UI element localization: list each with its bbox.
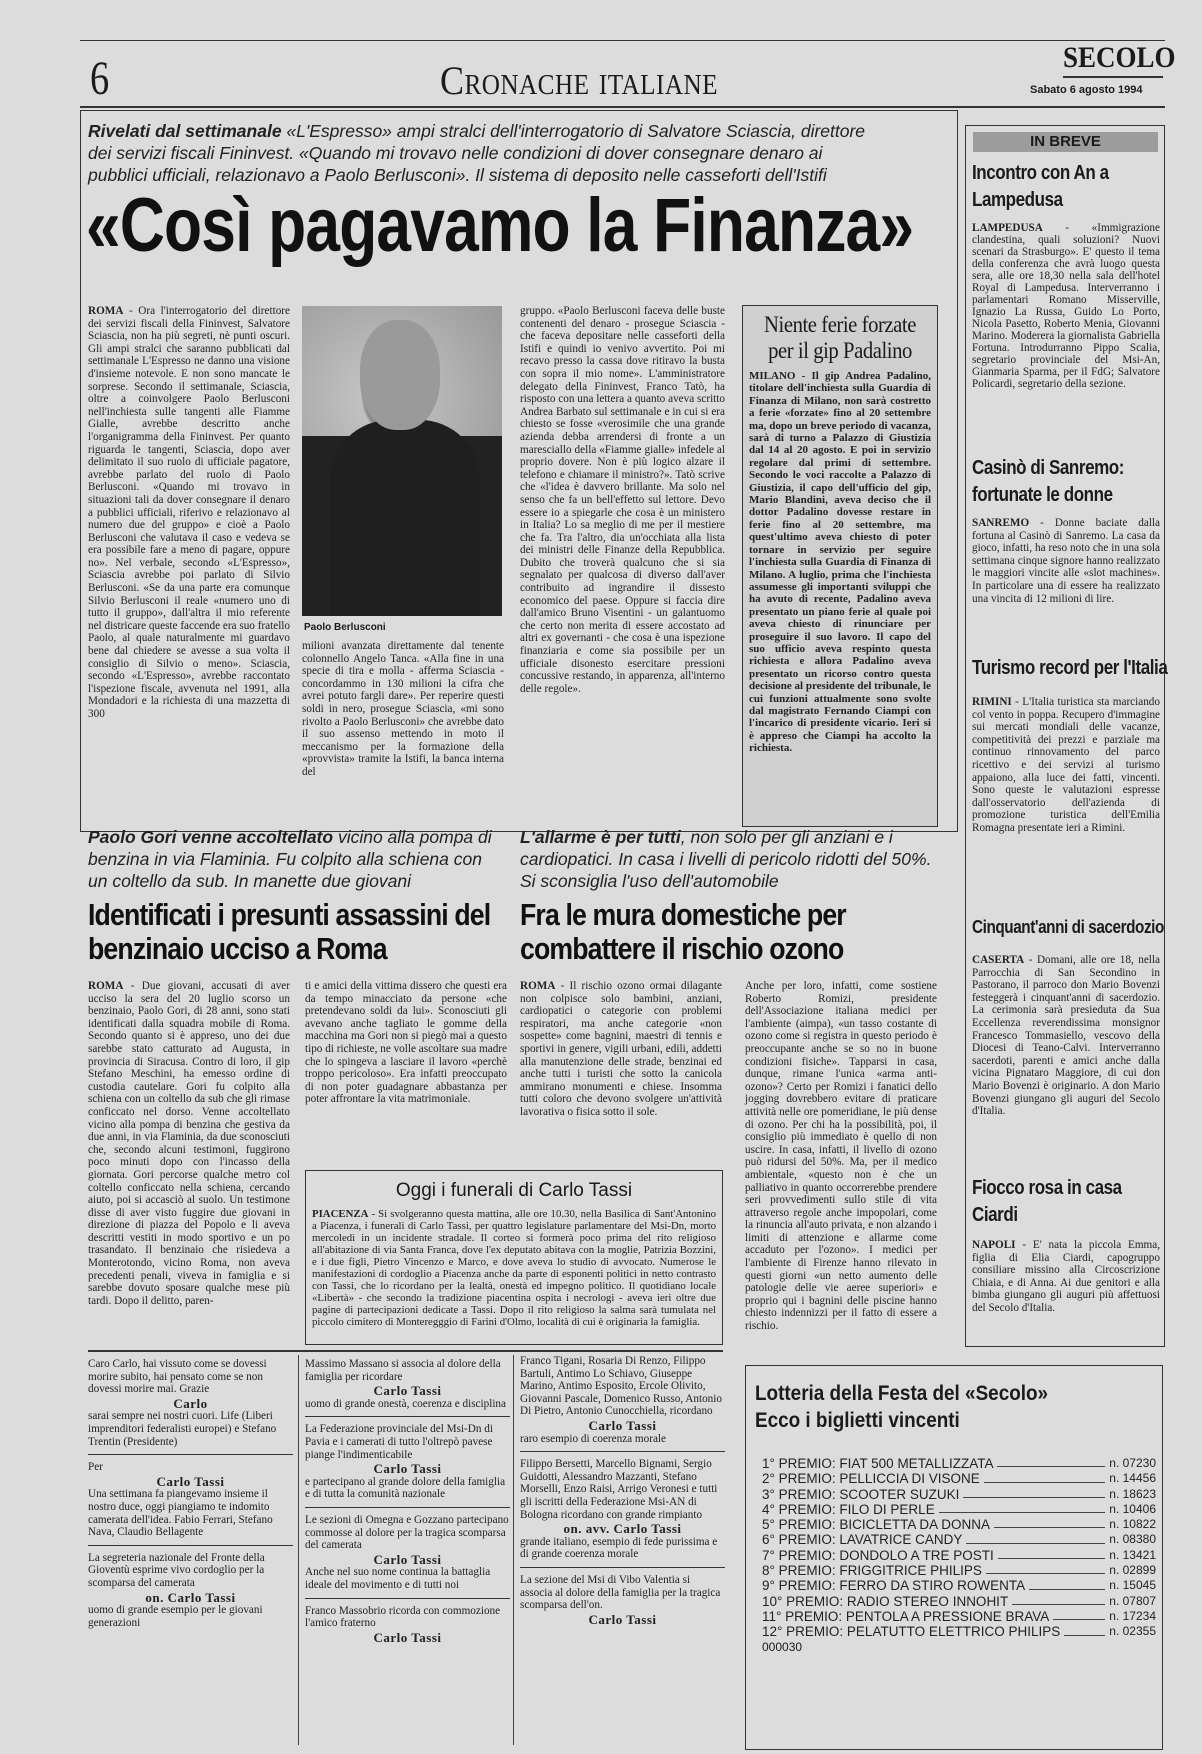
prize-row: [762, 1594, 1156, 1609]
lead-kicker: [88, 120, 878, 186]
obituary-name: Carlo Tassi: [373, 1383, 442, 1399]
padalino-headline: Niente ferie forzate per il gip Padalino: [764, 312, 916, 363]
padalino-body: - Il gip Andrea Padalino, titolare dell'inchiesta sulla Guardia di Finanza di Milano, non sarà costretto a ferie «forzate» fino al 20 settembre ma, dopo un breve periodo di vacanza, sarà di turno a Palazzo di Giustizia dal 14 al 20 agosto. E poi in servizio regolare dal primi di settembre. Secondo le voci raccolte a Palazzo di Giustizia, il capo dell'ufficio del gip, Mario Blandini, aveva deciso che il dottor Padalino dovesse restare in ferie fino al 20 settembre, ma quest'ultimo aveva chiesto di poter tornare in servizio per seguire l'inchiesta sulla Guardia di Finanza di Milano. A luglio, prima che l'inchiesta assumesse gli importanti sviluppi che ha avuto di recente, Padalino aveva presentato un piano ferie al quale poi aveva chiesto di rinunciare per proseguire il suo lavoro. Il capo del suo ufficio aveva respinto questa richiesta e allora Padalino aveva presentato un ricorso contro questa decisione al presidente del tribunale, le cui funzioni attualmente sono svolte dal magistrato Fernando Ciampi con l'incarico di presidente vicario. Ieri si è appreso che Ciampi ha accolto la richiesta.: [749, 370, 931, 755]
lottery-footer: 000030: [762, 1639, 803, 1654]
prize-label: 10° PREMIO: RADIO STEREO INNOHIT: [762, 1593, 1009, 1609]
sidebar-item-lampedusa: [972, 160, 1160, 390]
item-body: - Donne baciate dalla fortuna al Casinò di Sanremo. La casa da gioco, infatti, ha reso noto che in una sola settimana cinque signore hanno realizzato le maggiori vincite alle «slot machines». In particolare una di essere ha realizzato una vincita di 12 milioni di lire.: [972, 517, 1160, 605]
sidebar-item-caserta: [972, 915, 1164, 1118]
sidebar-item-sanremo: [972, 455, 1160, 605]
lottery-headline: Lotteria della Festa del «Secolo» Ecco i biglietti vincenti: [755, 1382, 1049, 1432]
obituary-name: Carlo Tassi: [373, 1629, 442, 1645]
ozono-kicker: [520, 826, 940, 892]
kicker-bold: L'allarme è per tutti: [520, 827, 681, 847]
sidebar-item-rimini: [972, 655, 1168, 835]
padalino-box: [742, 305, 938, 827]
ticket-number: n. 02899: [1109, 1563, 1156, 1578]
leader-line: [963, 1487, 1105, 1498]
obituary-notice: [88, 1358, 293, 1448]
prize-label: 6° PREMIO: LAVATRICE CANDY: [762, 1532, 963, 1548]
column-text: - Il rischio ozono ormai dilagante non colpisce solo bambini, anziani, cardiopatici o categorie con problemi respiratori, ma anche categorie «non sospette» come bagnini, maestri di tennis e sportivi in genere, vigili urbani, edili, addetti alla manutenzione delle strade, benzinai ed anche tutti i turisti che sotto la canicola ammirano monumenti e chiese. Insomma tutti coloro che devono svolgere un'attività lavorativa o fisica sotto il sole.: [520, 980, 722, 1118]
prize-row: [762, 1548, 1156, 1563]
leader-line: [1053, 1609, 1105, 1620]
dateline: ROMA: [520, 980, 556, 992]
prize-row: [762, 1624, 1156, 1639]
ozono-column-1: [520, 980, 722, 1119]
dateline: ROMA: [88, 305, 124, 317]
prize-label: 5° PREMIO: BICICLETTA DA DONNA: [762, 1517, 990, 1533]
obituary-text: Franco Tigani, Rosaria Di Renzo, Filippo Bartuli, Antimo Lo Schiavo, Giuseppe Marino, Antimo Esposito, Ercole Olivito, Giovanni Pascale, Domenico Russo, Antonio Di Pietro, Antonio Cunocchiella, ricordano: [520, 1355, 722, 1418]
column-text: - Ora l'interrogatorio del direttore dei servizi fiscali della Fininvest, Salvatore Sciascia, non ha più segreti, nè punti oscuri. Gli ampi stralci che saranno pubblicati dal settimanale L'Espresso ne danno una visione d'insieme notevole. E non sono mancate le sorprese. Secondo il settimanale, Sciascia, oltre a coinvolgere Paolo Berlusconi nell'inchiesta sulle tangenti alle Fiamme Gialle, avrebbe descritto anche l'organigramma della Fininvest. Per quanto riguarda le tangenti, Sciascia, dopo aver delimitato il suo ruolo di ufficiale pagatore, avrebbe parlato del ruolo di Paolo Berlusconi. «Quando mi trovavo in situazioni tali da dover consegnare il denaro a pubblici ufficiali, riferivo e relazionavo al numero due del gruppo» e cioè a Paolo Berlusconi che valutava il caso e vedeva se era possibile fare a meno di pagare, oppure no». Nel verbale, secondo «L'Espresso», Sciascia avrebbe poi parlato di Silvio Berlusconi. «Se da una parte era comunque Silvio Berlusconi il reale «numero uno di tutto il gruppo», dall'altra il mio referente nel districare queste faccende era suo fratello Paolo, al quale naturalmente mi guardavo bene dal chiedere se avesse a sua volta il consiglio di Silvio o meno». Sciascia, secondo «L'Espresso», avrebbe raccontato l'ispezione fiscale, avvenuta nel 1991, alla Mondadori e la richiesta di una mazzetta di 300: [88, 305, 290, 720]
prize-label: 3° PREMIO: SCOOTER SUZUKI: [762, 1486, 960, 1502]
prize-list: [746, 1434, 1162, 1640]
leader-line: [984, 1471, 1106, 1482]
divider: [520, 1567, 725, 1568]
prize-row: [762, 1471, 1156, 1486]
prize-label: 12° PREMIO: PELATUTTO ELETTRICO PHILIPS: [762, 1624, 1061, 1640]
obituaries-column-3: [520, 1355, 725, 1626]
item-headline: Casinò di Sanremo: fortunate le donne: [972, 457, 1124, 506]
prize-row: [762, 1502, 1156, 1517]
obituary-text: La segreteria nazionale del Fronte della Gioventù esprime vivo cordoglio per la scomparsa del camerata: [88, 1551, 265, 1589]
divider: [305, 1416, 510, 1417]
lead-column-1: [88, 305, 290, 833]
dateline: PIACENZA: [312, 1208, 369, 1220]
leader-line: [998, 1548, 1106, 1559]
divider: [88, 1454, 293, 1455]
dateline: MILANO: [749, 370, 796, 382]
ticket-number: n. 14456: [1109, 1471, 1156, 1486]
leader-line: [939, 1502, 1106, 1513]
ticket-number: n. 07807: [1109, 1593, 1156, 1608]
item-headline: Turismo record per l'Italia: [972, 657, 1168, 679]
issue-date: Sabato 6 agosto 1994: [1030, 84, 1143, 96]
in-breve-title: IN BREVE: [973, 132, 1158, 152]
item-headline: Cinquant'anni di sacerdozio: [972, 917, 1164, 937]
dateline: ROMA: [88, 980, 124, 992]
photo-face: [360, 320, 440, 430]
item-headline: Incontro con An a Lampedusa: [972, 162, 1109, 211]
leader-line: [1064, 1624, 1105, 1635]
prize-label: 1° PREMIO: FIAT 500 METALLIZZATA: [762, 1456, 994, 1471]
sidebar-item-napoli: [972, 1175, 1160, 1315]
leader-line: [1029, 1578, 1105, 1589]
leader-line: [986, 1563, 1105, 1574]
lead-headline: «Così pagavamo la Finanza»: [86, 183, 914, 268]
obituary-tribute: Anche nel suo nome continua la battaglia ideale del movimento e di tutti noi: [305, 1566, 491, 1591]
obituary-name: Carlo Tassi: [588, 1611, 657, 1627]
leader-line: [966, 1532, 1105, 1543]
kicker-text: , non solo per gli anziani e i cardiopatici. In casa i livelli di pericolo ridotti del 50%. Si sconsiglia l'uso dell'automobile: [520, 827, 932, 891]
gori-kicker: [88, 826, 503, 892]
obituary-text: Filippo Bersetti, Marcello Bignami, Sergio Guidotti, Alessandro Mazzanti, Stefano Morselli, Enzo Raisi, Arrigo Veronesi e tutti gli iscritti della Federazione Msi-AN di Bologna ricordano con grande rimpianto: [520, 1458, 718, 1521]
item-text: [972, 696, 1160, 835]
ticket-number: n. 08380: [1109, 1532, 1156, 1547]
prize-row: [762, 1487, 1156, 1502]
prize-label: 4° PREMIO: FILO DI PERLE: [762, 1501, 935, 1517]
dateline: RIMINI: [972, 696, 1012, 708]
obituary-text: Franco Massobrio ricorda con commozione l'amico fraterno: [305, 1604, 501, 1630]
divider: [88, 1545, 293, 1546]
ozono-headline: Fra le mura domestiche per combattere il rischio ozono: [520, 897, 846, 966]
prize-label: 2° PREMIO: PELLICCIA DI VISONE: [762, 1471, 980, 1487]
obituary-notice: [520, 1574, 725, 1626]
obituary-tribute: Una settimana fa piangevamo insieme il nostro duce, oggi piangiamo te indomito camerata dell'idea. Fabio Ferrari, Stefano Nava, Claudio Bellagente: [88, 1488, 273, 1539]
masthead: SECOLO: [1063, 41, 1176, 74]
tassi-text: [306, 1208, 722, 1328]
prize-label: 9° PREMIO: FERRO DA STIRO ROWENTA: [762, 1578, 1026, 1594]
prize-row: [762, 1578, 1156, 1593]
obituary-text: Per: [88, 1461, 103, 1474]
obituary-tribute: uomo di grande onestà, coerenza e disciplina: [305, 1397, 506, 1410]
dateline: NAPOLI: [972, 1239, 1016, 1251]
dateline: CASERTA: [972, 954, 1025, 966]
prize-row: [762, 1563, 1156, 1578]
obituary-text: Caro Carlo, hai vissuto come se dovessi morire subito, hai pensato come se non dovessi morire mai. Grazie: [88, 1358, 267, 1396]
prize-row: [762, 1456, 1156, 1471]
gori-headline: Identificati i presunti assassini del benzinaio ucciso a Roma: [88, 897, 491, 966]
obituaries-column-2: [305, 1358, 510, 1644]
obituary-notice: [520, 1458, 725, 1561]
obituaries-column-1: [88, 1358, 293, 1631]
item-body: - «Immigrazione clandestina, quali soluzioni? Nuovi scenari da Strasburgo». E' questo il tema della conferenza che avrà luogo questa sera, alle ore 18,30 nella sala dell'hotel Royal di Lampedusa. Interverranno i parlamentari Romano Misserville, Ignazio La Russa, Guido Lo Porto, Nicola Pasetto, Roberto Menia, Giovanni Marino. Moderera la giornalista Gabriella Fortuna. Introdurranno Pippo Scalia, segretario provinciale del Msi-An, Gianmaria Sparma, per il FdG; Salvatore Policardi, segretario della sezione.: [972, 222, 1160, 390]
obituary-text: Le sezioni di Omegna e Gozzano partecipano commosse al dolore per la tragica scomparsa del camerata: [305, 1513, 509, 1552]
item-body: - E' nata la piccola Emma, figlia di Elia Ciardi, capogruppo consiliare missino alla Circoscrizione Chiaia, e di Anna. Ai due genitori e alla bimba giungano gli auguri più affettuosi del Secolo d'Italia.: [972, 1239, 1160, 1314]
obituary-name: Carlo Tassi: [588, 1417, 657, 1433]
prize-label: 11° PREMIO: PENTOLA A PRESSIONE BRAVA: [762, 1608, 1050, 1624]
ticket-number: n. 13421: [1109, 1547, 1156, 1562]
obituary-notice: [520, 1355, 725, 1445]
divider: [305, 1507, 510, 1508]
obituary-text: La Federazione provinciale del Msi-Dn di Pavia e i camerati di tutto l'oltrepò pavese piange l'indimenticabile: [305, 1423, 493, 1461]
prize-row: [762, 1517, 1156, 1532]
padalino-text: [743, 368, 937, 757]
dateline: LAMPEDUSA: [972, 222, 1043, 234]
obituary-notice: [305, 1514, 510, 1592]
obituary-tribute: e partecipano al grande dolore della famiglia e di tutta la comunità nazionale: [305, 1475, 506, 1501]
dateline: SANREMO: [972, 517, 1030, 529]
leader-line: [1012, 1594, 1105, 1605]
photo-caption: Paolo Berlusconi: [304, 622, 386, 633]
photo-suit: [330, 420, 480, 616]
item-text: [972, 954, 1160, 1118]
item-text: [972, 1239, 1160, 1315]
column-text: - Due giovani, accusati di aver ucciso la sera del 20 luglio scorso un benzinaio, Paolo Gori, di 28 anni, sono stati identificati dalla squadra mobile di Roma. Secondo quanto si è appreso, uno dei due sarebbe stato catturato ad Augusta, in provincia di Siracusa. Contro di loro, il gip Stefano Meschini, ha emesso ordine di custodia cautelare. Gori fu colpito alla schiena con un coltello da sub che gli rimase conficcato nel dorso. Venne accoltellato vicino alla pompa di benzina che gestiva da due anni, in via Flaminia, da due sconosciuti che, secondo alcuni testimoni, fuggirono poco minuti dopo con l'incasso della giornata. Gori percorse qualche metro col coltello conficcato nella schiena, cercando aiuto, poi si accasciò al suolo. Un testimone disse di aver visto fuggire due giovani in direzione di piazza del Popolo e li aveva descritti vestiti in modo sportivo e un po trasandato. Il benzinaio che risiedeva a Monterotondo, vicino Roma, non aveva precedenti penali, viveva in famiglia e si sarebbe dovuto sposare qualche mese più tardi. Dopo il delitto, paren-: [88, 980, 290, 1307]
leader-line: [994, 1517, 1105, 1528]
prize-row: [762, 1609, 1156, 1624]
divider: [520, 1451, 725, 1452]
page-number: 6: [90, 52, 110, 105]
leader-line: [997, 1456, 1105, 1467]
obituary-tribute: sarai sempre nei nostri cuori. Life (Liberi imprenditori federalisti europei) e Stefano Trentin (Presidente): [88, 1410, 277, 1448]
gori-column-1: [88, 980, 290, 1340]
kicker-bold: Paolo Gori venne accoltellato: [88, 827, 334, 847]
obituary-name: Carlo Tassi: [373, 1551, 442, 1567]
section-title: Cronache italiane: [440, 58, 719, 103]
ticket-number: n. 02355: [1109, 1624, 1156, 1639]
prize-row: [762, 1532, 1156, 1547]
tassi-headline: Oggi i funerali di Carlo Tassi: [395, 1180, 633, 1201]
obituary-tribute: uomo di grande esempio per le giovani generazioni: [88, 1604, 263, 1629]
ticket-number: n. 18623: [1109, 1486, 1156, 1501]
obituary-tribute: grande italiano, esempio di fede purissima e di grande coerenza morale: [520, 1535, 718, 1561]
obituary-name: Carlo: [173, 1395, 208, 1411]
tassi-funeral-box: [305, 1170, 723, 1345]
kicker-bold: Rivelati dal settimanale: [88, 121, 282, 141]
prize-label: 7° PREMIO: DONDOLO A TRE POSTI: [762, 1547, 994, 1563]
prize-label: 8° PREMIO: FRIGGITRICE PHILIPS: [762, 1563, 982, 1579]
ticket-number: n. 17234: [1109, 1608, 1156, 1623]
ticket-number: n. 10822: [1109, 1517, 1156, 1532]
item-body: - Domani, alle ore 18, nella Parrocchia di San Secondino in Pastorano, il parroco don Mario Bovenzi festeggerà i cinquant'anni di sacerdozio. La cerimonia sarà presieduta da Sua Eccellenza reverendissima monsignor Francesco Tommasiello, vescovo della Diocesi di Teano-Calvi. Interverranno sacerdoti, parenti e amici anche dalla vicina Pignataro Maggiore, di cui don Mario Bovenzi è originario. A don Mario Bovenzi giungano gli auguri del Secolo d'Italia.: [972, 954, 1160, 1118]
obituary-name: on. avv. Carlo Tassi: [563, 1521, 682, 1537]
lead-column-2: milioni avanzata direttamente dal tenente colonnello Angelo Tanca. «Alla fine in una specie di tira e molla - afferma Sciascia - concordammo in 130 milioni la cifra che avrei potuto fargli dare». Per reperire questi soldi in nero, prosegue Sciascia, «mi sono rivolto a Paolo Berlusconi» che avrebbe dato il suo assenso mettendo in moto il meccanismo per la formazione della «provvista» tramite la Istifi, la banca interna del: [302, 640, 504, 778]
obituary-notice: [305, 1358, 510, 1410]
obituary-tribute: raro esempio di coerenza morale: [520, 1432, 666, 1445]
ticket-number: n. 10406: [1109, 1501, 1156, 1516]
item-text: [972, 517, 1160, 605]
divider: [305, 1598, 510, 1599]
obituary-text: Massimo Massano si associa al dolore della famiglia per ricordare: [305, 1358, 501, 1383]
obituary-name: on. Carlo Tassi: [145, 1589, 236, 1605]
kicker-text: vicino alla pompa di benzina in via Flaminia. Fu colpito alla schiena con un coltello da sub. In manette due giovani: [88, 827, 492, 891]
ticket-number: n. 15045: [1109, 1578, 1156, 1593]
lead-column-3: gruppo. «Paolo Berlusconi faceva delle buste contenenti del denaro - prosegue Sciascia - che faceva depositare nelle casseforti della Istifi e quindi io venivo avvertito. Poi mi recavo presso la cassa dove ritiravo la busta con sopra il mio nome». L'amministratore delegato della Fininvest, Franco Tatò, ha risposto con una lettera a quanto aveva scritto Andrea Barbato sul settimanale e in cui si era chiesto se fosse «verosimile che una grande azienda debba arrendersi di fronte a un maresciallo della «Fiamme gialle» infedele al proprio dovere. Non è più logico alzare il telefono e chiamare il ministro?». Tatò scrive che «l'idea è davvero brillante. Ma solo nel senso che fa un bell'effetto sul lettore. Devo essere io a spiegarle che cosa è un ministero in Italia? Lo sa meglio di me per il mestiere che fa. Tra l'altro, dia un'occhiata alla lista dei ministri delle Finanze della Repubblica. Dubito che troverà qualcuno che si sia segnalato per qualcosa di diverso dall'aver contribuito ad ingrandire il dissesto economico del paese. Oppure si faccia dire dall'amico Bruno Visentini - un galantuomo che certo non merita di essere accostato ad altri ex governanti - che cosa è una ispezione finanziaria e come sia possibile per un ufficiale disonesto esercitare pressioni concussive restando, in apparenza, all'interno delle regole».: [520, 305, 725, 695]
obituary-notice: [305, 1423, 510, 1501]
ticket-number: n. 07230: [1109, 1456, 1156, 1470]
gori-column-2: ti e amici della vittima dissero che questi era da tempo minacciato da persone «che pretendevano soldi da lui». Sconosciuti gli avevano anche tagliato le gomme della macchina ma Gori non si piegò mai a questo tipo di richieste, ne volle ascoltare sua madre che lo spingeva a lasciare il lavoro «perchè troppo pericoloso». Era infatti preoccupato di non poter guadagnare abbastanza per poter affrontare la vita matrimoniale.: [305, 980, 507, 1106]
item-text: [972, 222, 1160, 390]
obituary-name: Carlo Tassi: [156, 1473, 225, 1489]
tassi-body: - Si svolgeranno questa mattina, alle ore 10.30, nella Basilica di Sant'Antonino a Piacenza, i funerali di Carlo Tassi, per quattro legislature parlamentare del Msi-Dn, morto mercoledì in un incidente stradale. Il corteo si formerà poco prima del rito religioso all'abitazione di via Santa Franca, dove l'ex deputato abitava con la moglie, Patrizia Bozzini, e i due figli, Pietro Vincenzo e Marco, e dove aveva lo studio di avvocato. Numerose le manifestazioni di cordoglio a Piacenza anche da parte di esponenti politici in netto contrasto con Tassi, che lo ricordano per la lealtà, onestà ed impegno politico. Il quotidiano locale «Libertà» - che secondo la tradizione piacentina ospita i necrologi - aveva ieri oltre due pagine di partecipazioni dedicate a Tassi. Dopo il rito religioso la salma sarà tumulata nel piccolo cimitero di Monteregggio di Farini d'Olmo, località di cui è originaria la famiglia.: [312, 1208, 716, 1328]
obituary-name: Carlo Tassi: [373, 1461, 442, 1477]
kicker-text: «L'Espresso» ampi stralci dell'interrogatorio di Salvatore Sciascia, direttore dei servizi fiscali Fininvest. «Quando mi trovavo nelle condizioni di dover consegnare denaro ai pubblici ufficiali, relazionavo a Paolo Berlusconi». Il sistema di deposito nelle casseforti dell'Istifi: [88, 121, 866, 185]
item-body: - L'Italia turistica sta marciando col vento in poppa. Recupero d'immagine sui mercati mondiali delle vacanze, competitività dei prezzi e parziale ma continuo rinnovamento del parco ricettivo e dei servizi al turismo appaiono, alla luce dei fatti, vincenti. Sono queste le valutazioni espresse dall'osservatorio dell'azienda di promozione turistica dell'Emilia Romagna presentate ieri a Rimini.: [972, 696, 1160, 834]
obituary-notice: [305, 1605, 510, 1645]
item-headline: Fiocco rosa in casa Ciardi: [972, 1177, 1122, 1226]
obituary-notice: [88, 1552, 293, 1630]
obituary-notice: [88, 1461, 293, 1539]
ozono-column-2: Anche per loro, infatti, come sostiene Roberto Romizi, presidente dell'Associazione italiana medici per l'ambiente (aimpa), «un tasso costante di ozono come si registra in questo periodo è preoccupante anche se so no in buone condizioni fisiche». Tapparsi in casa, dunque, rimane l'unica «arma anti-ozono»? Certo per Romizi i fanatici dello jogging dovrebbero evitare di praticare attività nelle ore pomeridiane, le più dense di ozono. Per chi ha la possibilità, poi, il consiglio più immediato è quello di non uscire. In casa, infatti, il livello di ozono può ridursi del 50%. Ma, per il medico ambientale, «questo non è che un palliativo in quanto occorrerebbe prendere seri provvedimenti sullo stile di vita attraverso regole anche impopolari, come la rinuncia all'auto privata, e non alzando i limiti di attenzione e allarme come accaduto per l'ozono». I medici per l'ambiente di Firenze hanno rilevato in questi giorni «un netto aumento delle patologie delle vie aeree superiori» e proprio qui i bagnini delle piscine hanno chiesto indennizzi per il fatto di essere a rischio.: [745, 980, 937, 1333]
obituary-text: La sezione del Msi di Vibo Valentia si associa al dolore della famiglia per la tragica scomparsa dell'on.: [520, 1573, 721, 1612]
lottery-box: [745, 1365, 1163, 1750]
